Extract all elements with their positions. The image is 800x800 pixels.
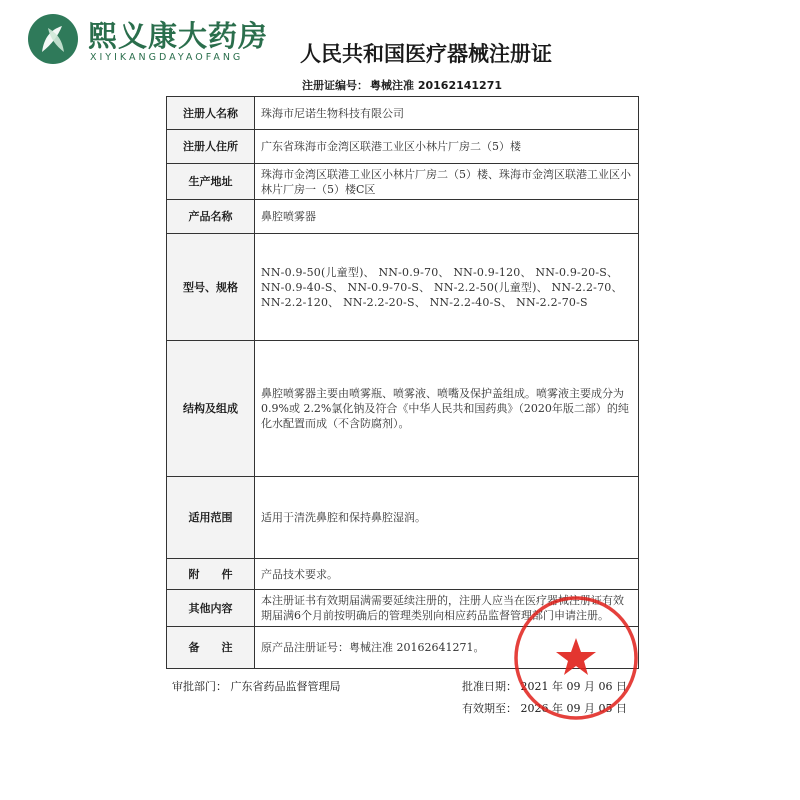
row-value: 珠海市金湾区联港工业区小林片厂房二（5）楼、珠海市金湾区联港工业区小林片厂房一（5）楼C区 xyxy=(255,164,639,200)
table-row xyxy=(167,200,639,234)
table-row xyxy=(167,164,639,200)
pharmacy-name: 熙义康大药房 xyxy=(88,19,269,53)
row-value: 广东省珠海市金湾区联港工业区小林片厂房二（5）楼 xyxy=(255,130,639,164)
row-value: 鼻腔喷雾器主要由喷雾瓶、喷雾液、喷嘴及保护盖组成。喷雾液主要成分为 0.9%或 2.2%氯化钠及符合《中华人民共和国药典》（2020年版二部）的纯化水配置而成（不含防腐剂）。 xyxy=(255,341,639,477)
table-row xyxy=(167,234,639,341)
row-label: 附 件 xyxy=(167,559,255,590)
row-label: 型号、规格 xyxy=(167,234,255,341)
row-value: 本注册证书有效期届满需要延续注册的，注册人应当在医疗器械注册证有效期届满6个月前按明确后的管理类别向相应药品监督管理部门申请注册。 xyxy=(255,590,639,627)
row-label: 适用范围 xyxy=(167,477,255,559)
row-label: 注册人名称 xyxy=(167,97,255,130)
pharmacy-pinyin: XIYIKANGDAYAOFANG xyxy=(90,52,244,63)
row-value: 适用于清洗鼻腔和保持鼻腔湿润。 xyxy=(255,477,639,559)
row-value: 原产品注册证号：粤械注准 20162641271。 xyxy=(255,627,639,669)
document-title: 人民共和国医疗器械注册证 xyxy=(300,42,552,66)
row-value: 鼻腔喷雾器 xyxy=(255,200,639,234)
row-value: 珠海市尼诺生物科技有限公司 xyxy=(255,97,639,130)
approval-authority: 审批部门： 广东省药品监督管理局 xyxy=(172,680,341,693)
table-row xyxy=(167,477,639,559)
certificate-number-label: 注册证编号： xyxy=(302,79,368,92)
validity-date: 有效期至： 2026 年 09 月 05 日 xyxy=(462,702,627,715)
official-seal-stamp xyxy=(512,594,640,722)
approval-date: 批准日期： 2021 年 09 月 06 日 xyxy=(462,680,627,693)
table-row xyxy=(167,97,639,130)
leaf-logo-icon xyxy=(28,14,78,64)
table-row xyxy=(167,341,639,477)
row-value: NN-0.9-50(儿童型)、 NN-0.9-70、 NN-0.9-120、 NN-0.9-20-S、 NN-0.9-40-S、 NN-0.9-70-S、 NN-2.2-50(儿童型)、 NN-2.2-70、 NN-2.2-120、 NN-2.2-20-S、 NN-2.2-40-S、 NN-2.2-70-S xyxy=(255,234,639,341)
certificate-table xyxy=(166,96,639,669)
row-label: 其他内容 xyxy=(167,590,255,627)
table-row xyxy=(167,130,639,164)
row-label: 生产地址 xyxy=(167,164,255,200)
pharmacy-logo xyxy=(24,12,294,68)
certificate-number-value: 粤械注准 20162141271 xyxy=(370,79,503,92)
row-label: 结构及组成 xyxy=(167,341,255,477)
row-label: 备 注 xyxy=(167,627,255,669)
certificate-number xyxy=(300,77,502,93)
row-value: 产品技术要求。 xyxy=(255,559,639,590)
row-label: 产品名称 xyxy=(167,200,255,234)
table-row xyxy=(167,559,639,590)
row-label: 注册人住所 xyxy=(167,130,255,164)
